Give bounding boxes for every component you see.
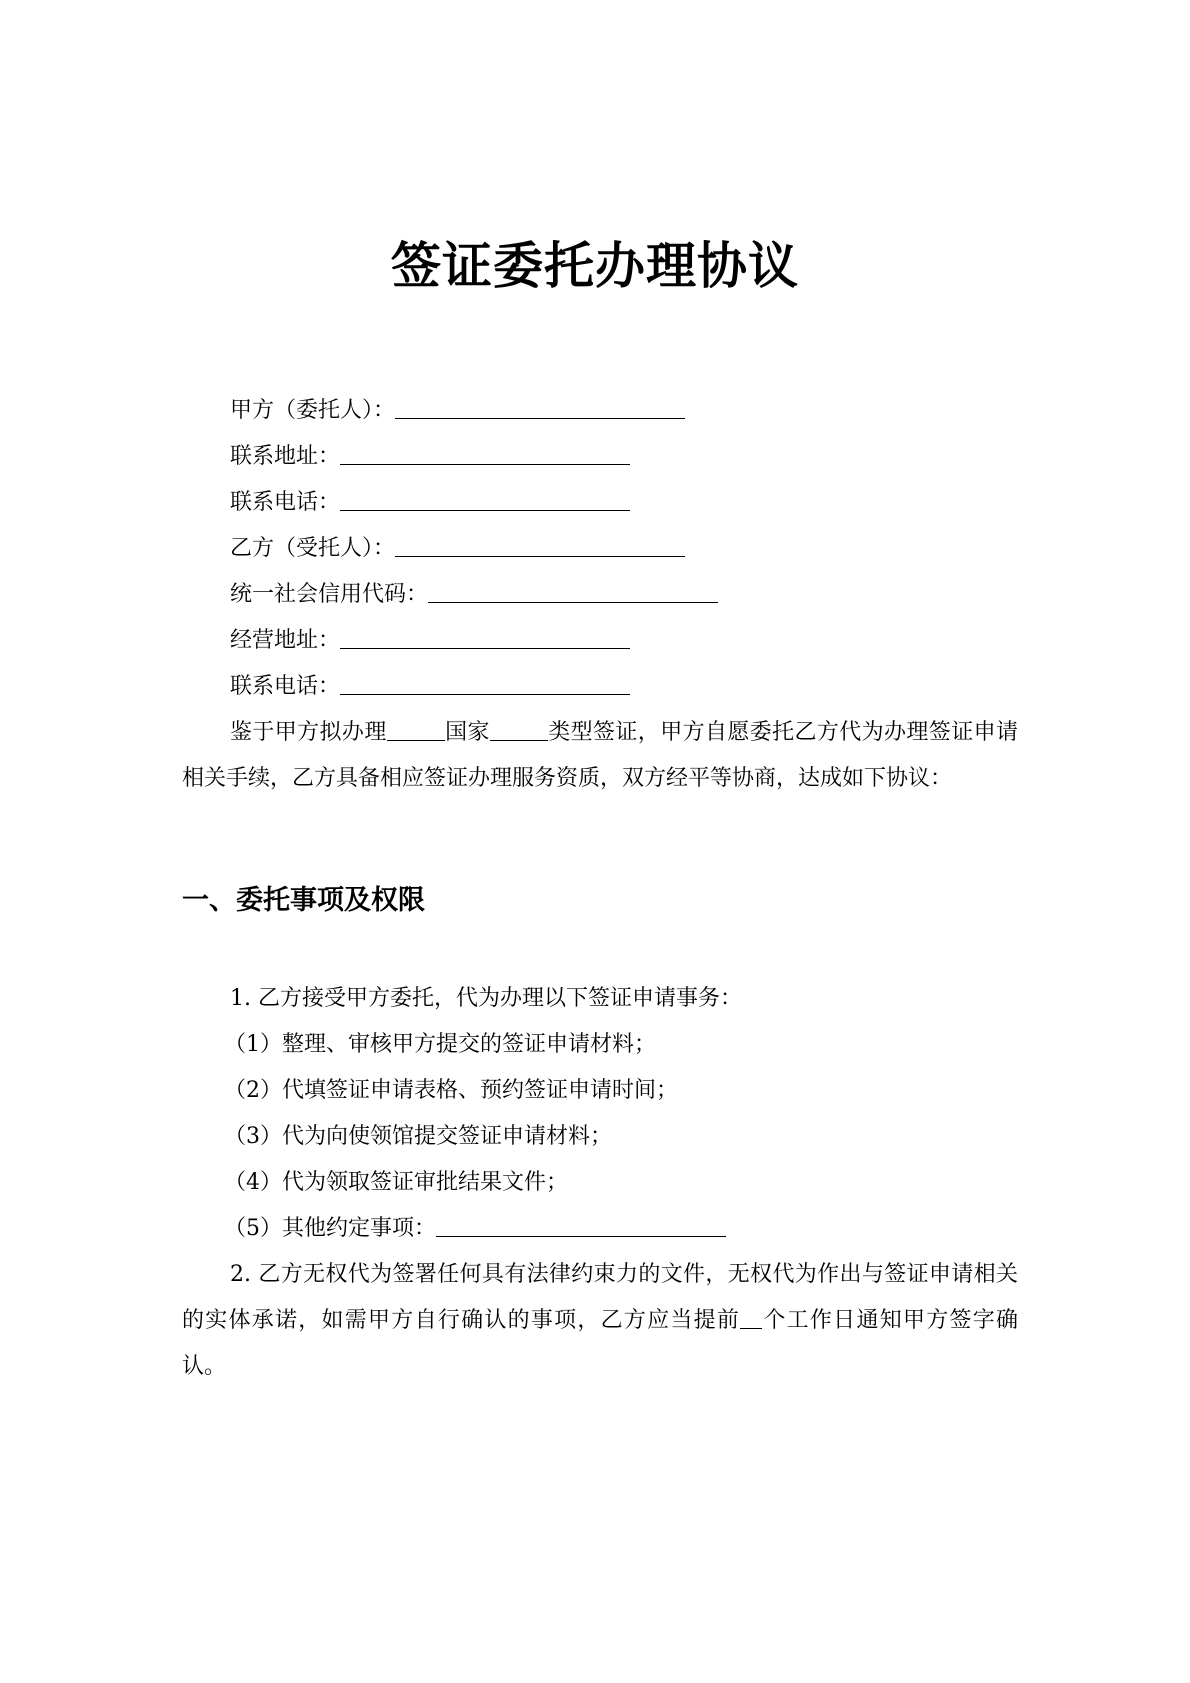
country-blank[interactable]: [387, 712, 445, 741]
preamble-part2: 国家: [444, 720, 490, 745]
document-title: 签证委托办理协议: [391, 237, 799, 295]
item-1: 1. 乙方接受甲方委托，代为办理以下签证申请事务：: [230, 986, 742, 1011]
preamble-part3: 类型签证，甲方自愿委托乙方代为办理签证申请相关手续，乙方具备相应签证办理服务资质，双方经平等协商，达成如下协议：: [182, 720, 1018, 791]
party-a-blank[interactable]: [395, 390, 685, 419]
party-b-field: [230, 526, 718, 572]
sub-item-3: （3）代为向使领馆提交签证申请材料；: [224, 1124, 612, 1149]
address-blank[interactable]: [340, 436, 630, 465]
party-a-label: 甲方（委托人）：: [230, 398, 396, 423]
notice-days-blank[interactable]: [740, 1300, 762, 1329]
other-matters-blank[interactable]: [436, 1208, 726, 1237]
credit-code-field: [230, 572, 718, 618]
entrusted-items-list: [224, 976, 742, 1252]
credit-code-label: 统一社会信用代码：: [230, 582, 429, 607]
business-address-field: [230, 618, 718, 664]
party-b-blank[interactable]: [395, 528, 685, 557]
credit-code-blank[interactable]: [428, 574, 718, 603]
sub-item-5: [224, 1206, 742, 1252]
phone-a-field: [230, 480, 718, 526]
preamble-paragraph: [182, 710, 1018, 802]
business-address-label: 经营地址：: [230, 628, 341, 653]
visa-type-blank[interactable]: [490, 712, 548, 741]
sub-item-2: （2）代填签证申请表格、预约签证申请时间；: [224, 1078, 678, 1103]
phone-b-field: [230, 664, 718, 710]
party-info-block: [230, 388, 718, 710]
sub-item-1: （1）整理、审核甲方提交的签证申请材料；: [224, 1032, 656, 1057]
phone-a-blank[interactable]: [340, 482, 630, 511]
sub-item-4: （4）代为领取签证审批结果文件；: [224, 1170, 568, 1195]
phone-b-label: 联系电话：: [230, 674, 341, 699]
item-2-part2: 个工作日通知甲方签字确认。: [182, 1308, 1018, 1379]
business-address-blank[interactable]: [340, 620, 630, 649]
address-label: 联系地址：: [230, 444, 341, 469]
phone-b-blank[interactable]: [340, 666, 630, 695]
address-field: [230, 434, 718, 480]
phone-a-label: 联系电话：: [230, 490, 341, 515]
section-heading: 一、委托事项及权限: [182, 885, 425, 916]
preamble-part1: 鉴于甲方拟办理: [230, 720, 387, 745]
party-a-field: [230, 388, 718, 434]
party-b-label: 乙方（受托人）：: [230, 536, 396, 561]
item-2-part1: 2. 乙方无权代为签署任何具有法律约束力的文件，无权代为作出与签证申请相关的实体承诺，如需甲方自行确认的事项，乙方应当提前: [182, 1262, 1018, 1333]
sub-item-5-label: （5）其他约定事项：: [224, 1216, 436, 1241]
item-2-paragraph: [182, 1252, 1018, 1390]
